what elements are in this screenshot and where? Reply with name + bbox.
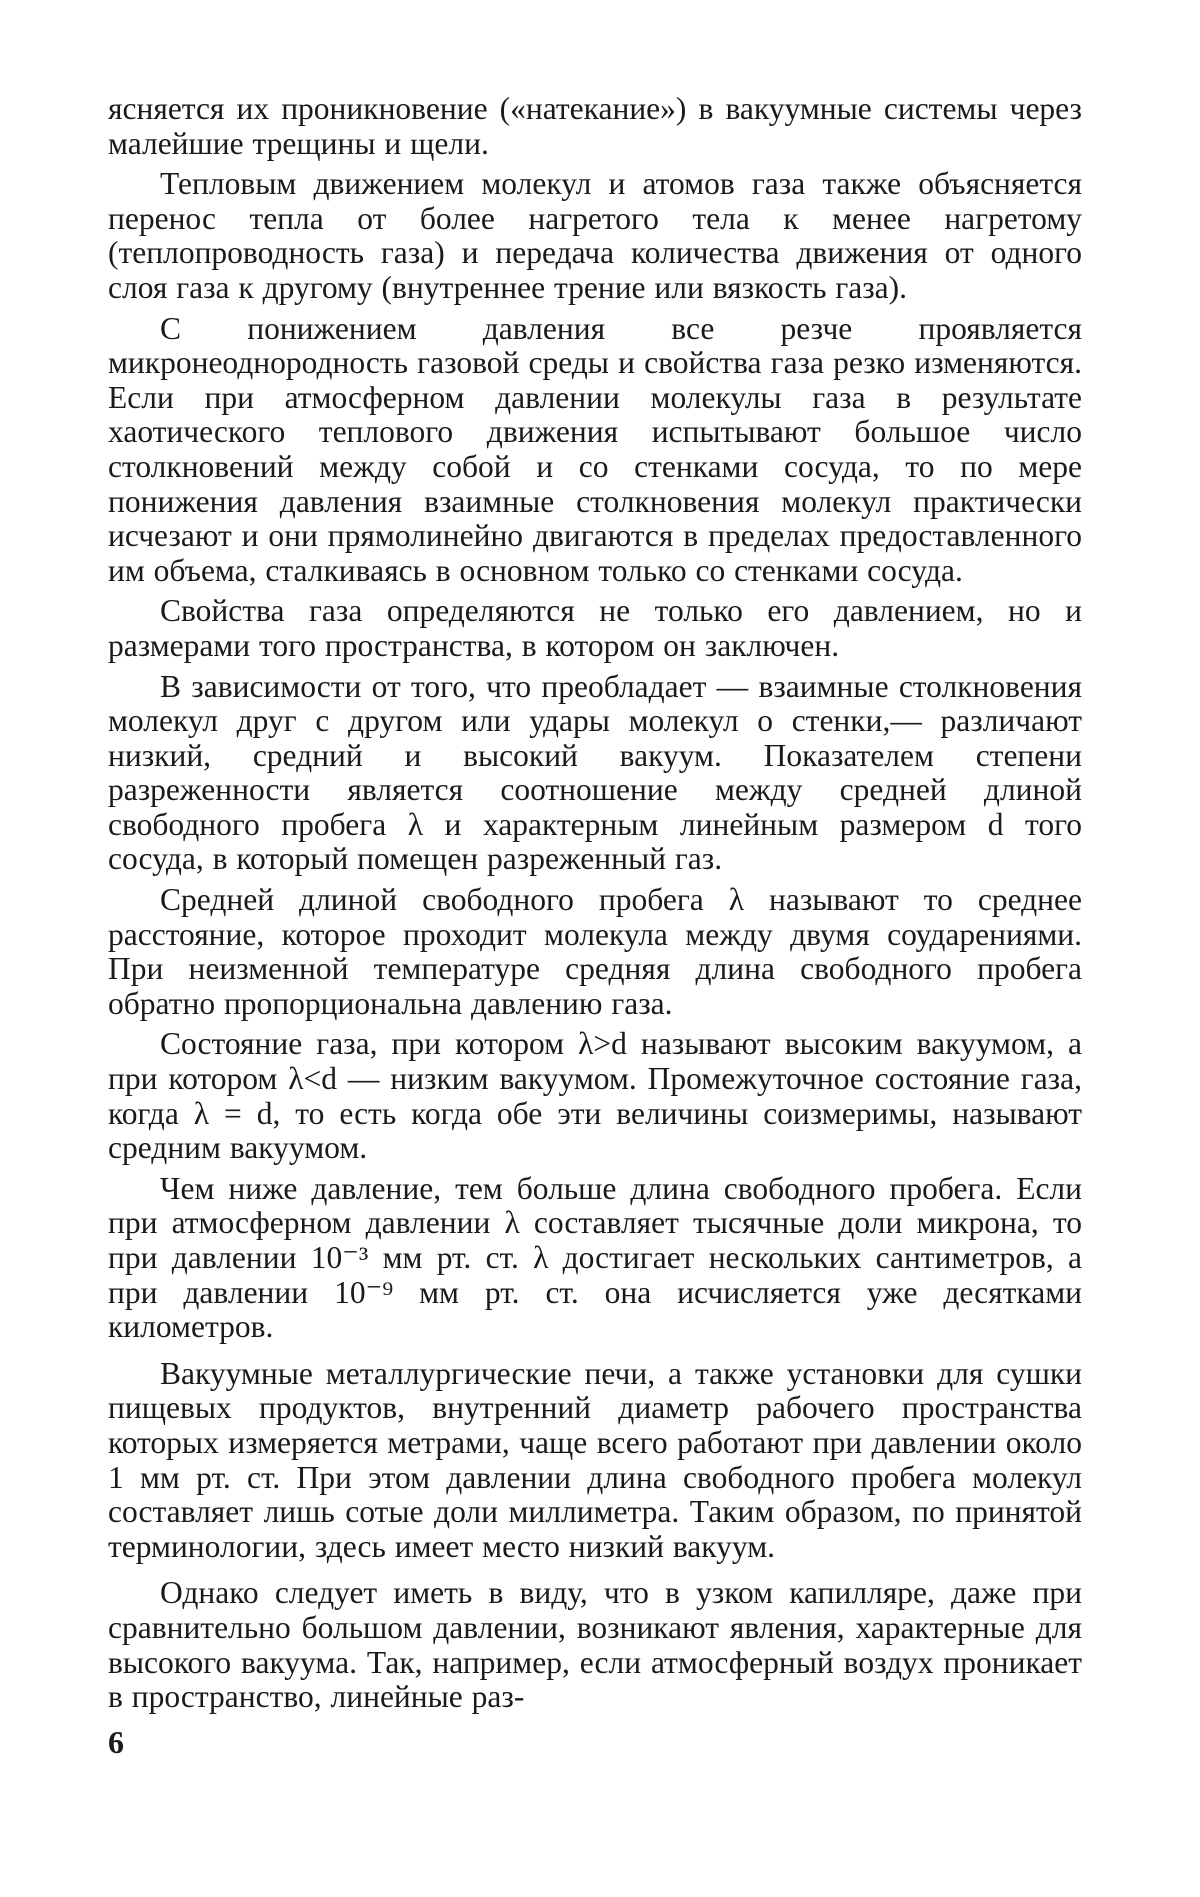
page-number: 6 — [108, 1724, 124, 1760]
paragraph-8: Чем ниже давление, тем больше длина свободного пробега. Если при атмосферном давлении λ составляет тысячные доли микрона, то при давлении 10⁻³ мм рт. ст. λ достигает нескольких сантиметров, а при давлении 10⁻⁹ мм рт. ст. она исчисляется уже десятками километров. — [108, 1170, 1082, 1345]
paragraph-7: Состояние газа, при котором λ>d называют высоким вакуумом, а при котором λ<d — низким вакуумом. Промежуточное состояние газа, когда λ = d, то есть когда обе эти величины соизмеримы, называют средним вакуумом. — [108, 1026, 1082, 1166]
paragraph-5: В зависимости от того, что преобладает — взаимные столкновения молекул друг с другом или удары молекул о стенки,— различают низкий, средний и высокий вакуум. Показателем степени разреженности является соотношение между средней длиной свободного пробега λ и характерным линейным размером d того сосуда, в который помещен разреженный газ. — [108, 668, 1082, 877]
page-body — [108, 92, 1082, 1721]
paragraph-1: ясняется их проникновение («натекание») в вакуумные системы через малейшие трещины и щели. — [108, 91, 1082, 161]
paragraph-2: Тепловым движением молекул и атомов газа также объясняется перенос тепла от более нагретого тела к менее нагретому (теплопроводность газа) и передача количества движения от одного слоя газа к другому (внутреннее трение или вязкость газа). — [108, 166, 1082, 305]
paragraph-6: Средней длиной свободного пробега λ называют то среднее расстояние, которое проходит молекула между двумя соударениями. При неизменной температуре средняя длина свободного пробега обратно пропорциональна давлению газа. — [108, 882, 1082, 1021]
paragraph-4: Свойства газа определяются не только его давлением, но и размерами того пространства, в котором он заключен. — [108, 593, 1082, 663]
paragraph-9: Вакуумные металлургические печи, а также установки для сушки пищевых продуктов, внутренний диаметр рабочего пространства которых измеряется метрами, чаще всего работают при давлении около 1 мм рт. ст. При этом давлении длина свободного пробега молекул составляет лишь сотые доли миллиметра. Таким образом, по принятой терминологии, здесь имеет место низкий вакуум. — [108, 1355, 1082, 1564]
paragraph-3: С понижением давления все резче проявляется микронеоднородность газовой среды и свойства газа резко изменяются. Если при атмосферном давлении молекулы газа в результате хаотического теплового движения испытывают большое число столкновений между собой и со стенками сосуда, то по мере понижения давления взаимные столкновения молекул практически исчезают и они прямолинейно двигаются в пределах предоставленного им объема, сталкиваясь в основном только со стенками сосуда. — [108, 310, 1082, 588]
paragraph-10: Однако следует иметь в виду, что в узком капилляре, даже при сравнительно большом давлении, возникают явления, характерные для высокого вакуума. Так, например, если атмосферный воздух проникает в пространство, линейные раз- — [108, 1575, 1082, 1715]
